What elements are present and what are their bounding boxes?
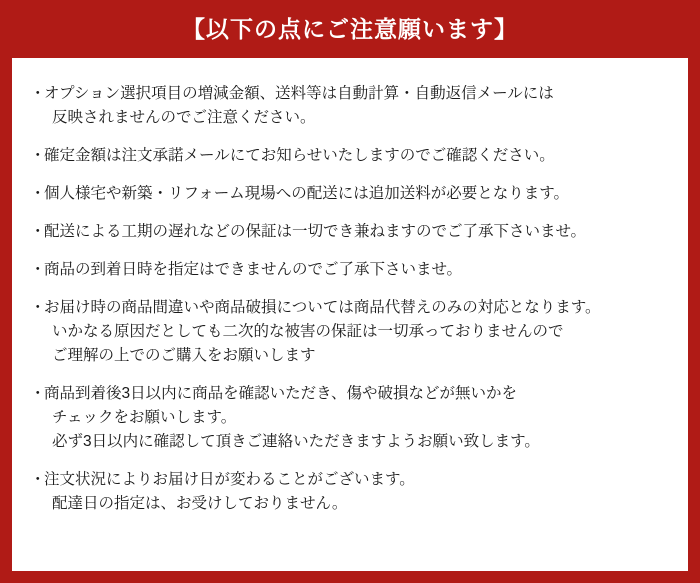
notice-line-text: いかなる原因だとしても二次的な被害の保証は一切承っておりませんので [52, 323, 564, 341]
notice-line-text: オプション選択項目の増減金額、送料等は自動計算・自動返信メールには [44, 85, 554, 102]
notice-line [30, 296, 670, 320]
notice-item [30, 144, 670, 168]
notice-line [30, 406, 670, 430]
notice-line-text: 商品到着後3日以内に商品を確認いただき、傷や破損などが無いかを [44, 385, 518, 403]
notice-line [30, 182, 670, 206]
notice-line-text: お届け時の商品間違いや商品破損については商品代替えのみの対応となります。 [44, 299, 601, 317]
notice-item [30, 258, 670, 282]
notice-line-text: 反映されませんのでご注意ください。 [52, 109, 316, 127]
notice-line [30, 106, 670, 130]
bullet-icon: ・ [30, 261, 46, 279]
bullet-icon: ・ [30, 385, 46, 403]
notice-item [30, 82, 670, 130]
notice-item [30, 220, 670, 244]
notice-line-text: 注文状況によりお届け日が変わることがございます。 [44, 471, 415, 489]
bullet-icon: ・ [30, 147, 46, 165]
notice-list [12, 58, 688, 516]
notice-line-text: 個人様宅や新築・リフォーム現場への配送には追加送料が必要となります。 [44, 185, 569, 203]
bullet-icon: ・ [30, 299, 46, 317]
notice-item [30, 468, 670, 516]
notice-line-text: 配送による工期の遅れなどの保証は一切でき兼ねますのでご了承下さいませ。 [44, 223, 587, 241]
notice-line-text: 確定金額は注文承諾メールにてお知らせいたしますのでご確認ください。 [44, 147, 555, 165]
bullet-icon: ・ [30, 223, 46, 241]
notice-line [30, 492, 670, 516]
notice-line [30, 220, 670, 244]
notice-line-text: 配達日の指定は、お受けしておりません。 [52, 495, 348, 513]
notice-line [30, 344, 670, 368]
notice-line [30, 430, 670, 454]
notice-item [30, 296, 670, 368]
notice-line-text: 商品の到着日時を指定はできませんのでご了承下さいませ。 [44, 261, 463, 279]
notice-line [30, 144, 670, 168]
bullet-icon: ・ [30, 85, 46, 102]
notice-line-text: チェックをお願いします。 [52, 409, 237, 427]
notice-header-title: 【以下の点にご注意願います】 [0, 0, 700, 58]
notice-line-text: 必ず3日以内に確認して頂きご連絡いただきますようお願い致します。 [52, 433, 540, 451]
notice-line [30, 82, 670, 106]
notice-line [30, 320, 670, 344]
bullet-icon: ・ [30, 185, 46, 203]
notice-line [30, 258, 670, 282]
notice-line [30, 468, 670, 492]
notice-item [30, 382, 670, 454]
bullet-icon: ・ [30, 471, 46, 489]
notice-line-text: ご理解の上でのご購入をお願いします [52, 347, 316, 365]
notice-item [30, 182, 670, 206]
notice-line [30, 382, 670, 406]
